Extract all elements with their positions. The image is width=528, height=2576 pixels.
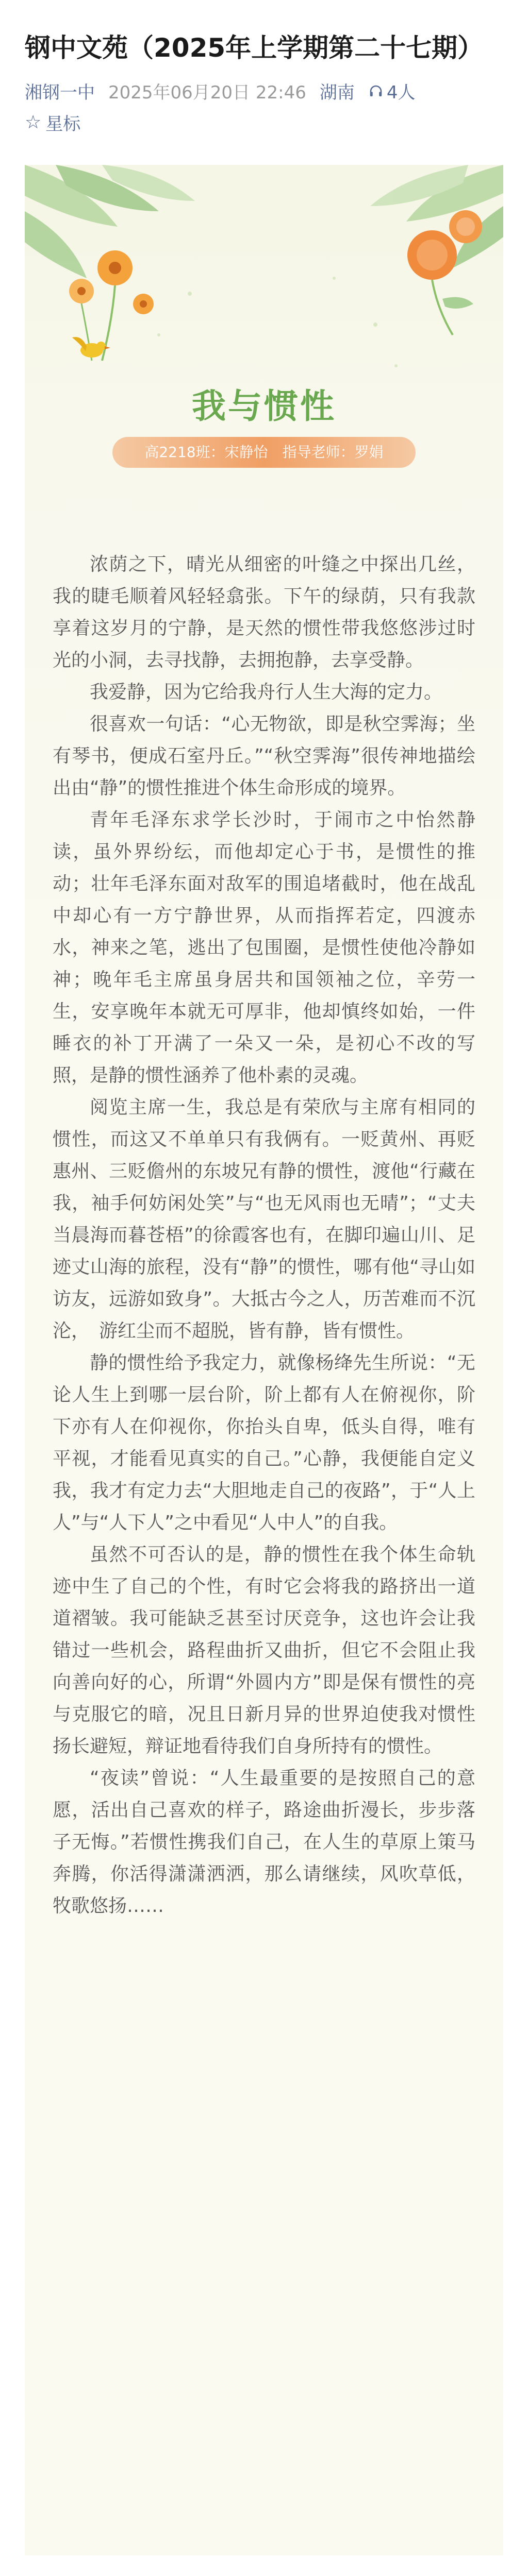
location-label: 湖南	[319, 82, 355, 103]
paragraph: 浓荫之下，晴光从细密的叶缝之中探出几丝，我的睫毛顺着风轻轻翕张。下午的绿荫，只有我款享着这岁月的宁静，是天然的惯性带我悠悠涉过时光的小洞，去寻找静，去拥抱静，去享受静。	[53, 554, 475, 671]
article-meta	[25, 78, 503, 104]
paragraph: 静的惯性给予我定力，就像杨绛先生所说：“无论人生上到哪一层台阶，阶上都有人在俯视你，阶下亦有人在仰视你，你抬头自卑，低头自得，唯有平视，才能看见真实的自己。”心静，我便能自定义我，我才有定力去“大胆地走自己的夜路”，于“人上人”与“人下人”之中看见“人中人”的自我。	[53, 1352, 475, 1533]
article-body	[53, 549, 475, 1922]
author-byline: 高2218班：宋静怡 指导老师：罗娟	[112, 437, 416, 468]
star-label: 星标	[45, 114, 81, 134]
orange-flower-right-icon	[407, 210, 482, 335]
article-poster	[25, 165, 503, 2555]
article-header	[0, 0, 528, 147]
paragraph: 我爱静，因为它给我舟行人生大海的定力。	[90, 682, 443, 703]
dot-pattern	[157, 277, 398, 367]
paragraph: 虽然不可否认的是，静的惯性在我个体生命轨迹中生了自己的个性，有时它会将我的路挤出一道道褶皱。我可能缺乏甚至讨厌竞争，这也许会让我错过一些机会，路程曲折又曲折，但它不会阻止我向善向好的心，所谓“外圆内方”即是保有惯性的亮与克服它的暗，况且日新月异的世界迫使我对惯性扬长避短，辩证地看待我们自身所持有的惯性。	[53, 1544, 475, 1757]
paragraph: “夜读”曾说：“人生最重要的是按照自己的意愿，活出自己喜欢的样子，路途曲折漫长，步步落子无悔。”若惯性携我们自己，在人生的草原上策马奔腾，你活得潇潇洒洒，那么请继续，风吹草低，牧歌悠扬……	[53, 1768, 475, 1917]
article-title: 我与惯性	[192, 386, 336, 426]
paragraph: 阅览主席一生，我总是有荣欣与主席有相同的惯性，而这又不单单只有我俩有。一贬黄州、再贬惠州、三贬儋州的东坡兄有静的惯性，渡他“行藏在我，袖手何妨闲处笑”与“也无风雨也无晴”；“丈夫当晨海而暮苍梧”的徐霞客也有，在脚印遍山川、足迹丈山海的旅程，没有“静”的惯性，哪有他“寻山如访友，远游如致身”。大抵古今之人，历苦难而不沉沦， 游红尘而不超脱，皆有静，皆有惯性。	[53, 1097, 475, 1342]
paragraph: 很喜欢一句话：“心无物欲，即是秋空霁海；坐有琴书，便成石室丹丘。”“秋空霁海”很传神地描绘出由“静”的惯性推进个体生命形成的境界。	[53, 714, 475, 799]
account-name-link[interactable]: 湘钢一中	[25, 82, 95, 103]
floral-decoration	[25, 165, 503, 484]
paragraph: 青年毛泽东求学长沙时，于闹市之中怡然静读，虽外界纷纭，而他却定心于书，是惯性的推动；壮年毛泽东面对敌军的围追堵截时，他在战乱中却心有一方宁静世界，从而指挥若定，四渡赤水，神来之笔，逃出了包围圈，是惯性使他冷静如神；晚年毛主席虽身居共和国领袖之位，辛劳一生，安享晚年本就无可厚非，他却慎终如始，一件睡衣的补丁开满了一朵又一朵，是初心不改的写照，是静的惯性涵养了他朴素的灵魂。	[53, 809, 475, 1086]
publish-date: 2025年06月20日 22:46	[108, 82, 306, 103]
star-outline-icon: ☆	[25, 112, 42, 133]
listen-count[interactable]	[368, 78, 416, 104]
listener-count-text: 4人	[386, 82, 416, 103]
page-title: 钢中文苑（2025年上学期第二十七期）	[25, 33, 484, 63]
star-button[interactable]	[25, 110, 503, 135]
headphones-icon	[368, 83, 384, 99]
